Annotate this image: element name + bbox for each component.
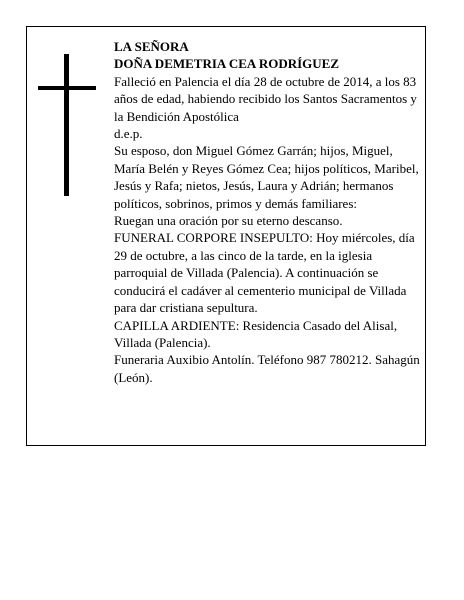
chapel-details: CAPILLA ARDIENTE: Residencia Casado del Alisal, Villada (Palencia). [114, 317, 398, 350]
family-list: Su esposo, don Miguel Gómez Garrán; hijos, Miguel, María Belén y Reyes Gómez Cea; hijos políticos, Maribel, Jesús y Rafa; nietos, Jesús, Laura y Adrián; hermanos políticos, sobrinos, primos y demás familiares: [114, 143, 419, 211]
cross-icon-vertical-bar [64, 54, 69, 196]
obituary-text [114, 38, 420, 386]
dep-abbreviation: d.e.p. [114, 126, 143, 142]
cross-icon-horizontal-bar [38, 86, 96, 90]
deceased-name: DOÑA DEMETRIA CEA RODRÍGUEZ [114, 56, 340, 72]
funeral-home-details: Funeraria Auxibio Antolín. Teléfono 987 780212. Sahagún (León). [114, 352, 420, 385]
death-details: Falleció en Palencia el día 28 de octubre de 2014, a los 83 años de edad, habiendo recibido los Santos Sacramentos y la Bendición Apostólica [114, 73, 417, 124]
title-line-1: LA SEÑORA [114, 39, 189, 54]
prayer-request: Ruegan una oración por su eterno descanso. [114, 213, 343, 229]
funeral-details: FUNERAL CORPORE INSEPULTO: Hoy miércoles, día 29 de octubre, a las cinco de la tarde, en la iglesia parroquial de Villada (Palencia). A continuación se conducirá el cadáver al cementerio municipal de Villada para dar cristiana sepultura. [114, 230, 415, 316]
